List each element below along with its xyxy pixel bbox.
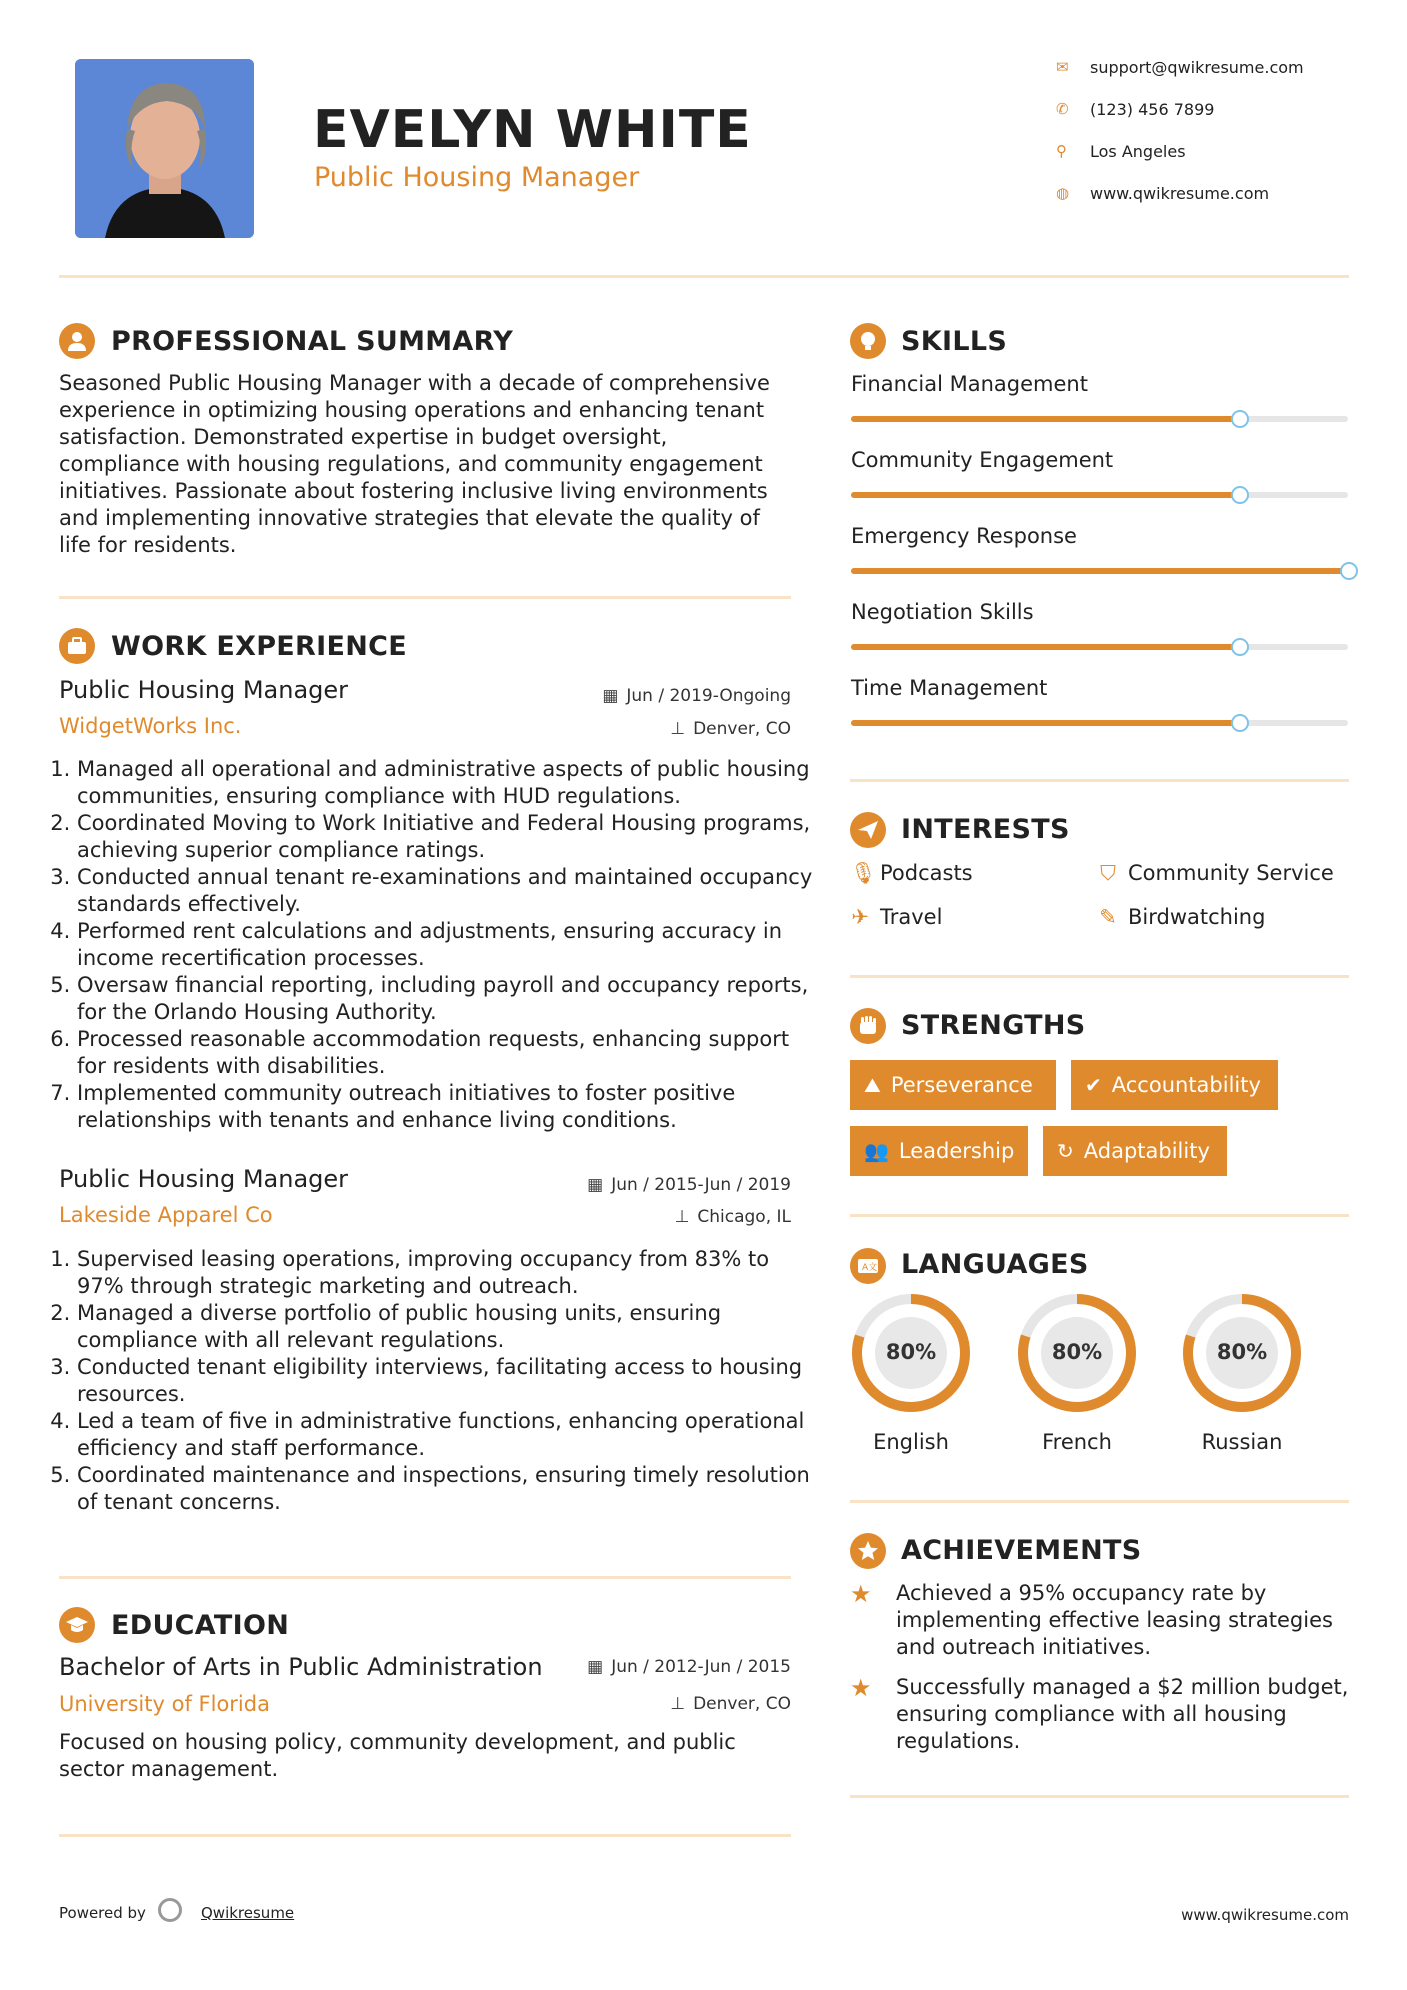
skill-bar: [851, 492, 1348, 498]
job-dates: ▦ Jun / 2015-Jun / 2019: [587, 1175, 791, 1195]
skill-level-knob: [1231, 410, 1249, 428]
interest-travel: ✈ Travel: [851, 905, 943, 929]
map-pin-icon: ⚲: [1056, 142, 1067, 160]
pin-icon: ⊥: [670, 1694, 686, 1714]
list-item: 7. Implemented community outreach initiatives to foster positive relationships with tenants and enhance living conditions.: [77, 1080, 817, 1134]
person-photo-icon: [75, 59, 254, 238]
language-percent: 80%: [885, 1340, 937, 1364]
strength-badge: ↻ Adaptability: [1043, 1126, 1227, 1176]
user-icon: [59, 323, 95, 359]
language-name: Russian: [1201, 1430, 1283, 1454]
calendar-icon: ▦: [602, 686, 619, 706]
envelope-icon: ✉: [1056, 58, 1069, 76]
job-company: WidgetWorks Inc.: [59, 714, 242, 738]
skill-name: Emergency Response: [851, 524, 1077, 548]
skill-name: Negotiation Skills: [851, 600, 1034, 624]
job-location: ⊥ Denver, CO: [670, 719, 791, 739]
contact-email[interactable]: ✉ support@qwikresume.com: [1056, 58, 1304, 77]
list-item: 3. Conducted annual tenant re-examinations and maintained occupancy standards effectively.: [77, 864, 817, 918]
job-title: Public Housing Manager: [59, 1165, 349, 1193]
svg-text:A文: A文: [862, 1263, 878, 1273]
fist-icon: [850, 1008, 886, 1044]
experience-heading: WORK EXPERIENCE: [111, 631, 407, 662]
language-name: English: [873, 1430, 949, 1454]
education-divider: [59, 1834, 791, 1837]
skill-level-knob: [1231, 638, 1249, 656]
achievement-item: Achieved a 95% occupancy rate by implementing effective leasing strategies and outreach initiatives.: [896, 1581, 1333, 1659]
languages-heading: LANGUAGES: [901, 1249, 1089, 1280]
powered-by-label: Powered by: [59, 1904, 146, 1922]
skill-level-knob: [1231, 486, 1249, 504]
interest-podcasts: 🎙 Podcasts: [850, 861, 973, 885]
skill-bar: [851, 644, 1348, 650]
list-item: 1. Managed all operational and administrative aspects of public housing communities, ensuring compliance with HUD regulations.: [77, 756, 817, 810]
list-item: 2. Coordinated Moving to Work Initiative and Federal Housing programs, achieving superior compliance ratings.: [77, 810, 817, 864]
list-item: 5. Oversaw financial reporting, including payroll and occupancy reports, for the Orlando Housing Authority.: [77, 972, 817, 1026]
summary-text: Seasoned Public Housing Manager with a decade of comprehensive experience in optimizing housing operations and enhancing tenant satisfaction. Demonstrated expertise in budget oversight, compliance with housing regulations, and community engagement initiatives. Passionate about fostering inclusive living environments and implementing innovative strategies that elevate the quality of life for residents.: [59, 371, 770, 557]
skill-bar: [851, 416, 1348, 422]
qwikresume-logo-icon: [158, 1898, 182, 1922]
school-name: University of Florida: [59, 1692, 270, 1716]
list-item: 5. Coordinated maintenance and inspections, ensuring timely resolution of tenant concerns.: [77, 1462, 817, 1516]
contact-phone[interactable]: ✆ (123) 456 7899: [1056, 100, 1215, 119]
skill-bar: [851, 568, 1348, 574]
skill-bar-fill: [851, 720, 1239, 726]
education-location: ⊥ Denver, CO: [670, 1694, 791, 1714]
education-dates: ▦ Jun / 2012-Jun / 2015: [587, 1657, 791, 1677]
language-percent: 80%: [1051, 1340, 1103, 1364]
footer-website[interactable]: www.qwikresume.com: [1181, 1906, 1349, 1924]
list-item: 1. Supervised leasing operations, improving occupancy from 83% to 97% through strategic marketing and outreach.: [77, 1246, 817, 1300]
education-description: Focused on housing policy, community development, and public sector management.: [59, 1730, 736, 1781]
achievements-heading: ACHIEVEMENTS: [901, 1535, 1142, 1566]
contact-website[interactable]: ◍ www.qwikresume.com: [1056, 184, 1270, 203]
job-duties-list: [59, 1246, 817, 1516]
pin-icon: ⊥: [670, 719, 686, 739]
edit-icon: ✎: [1099, 905, 1117, 929]
achievements-divider: [850, 1795, 1349, 1798]
star-icon: ★: [850, 1580, 872, 1608]
microphone-icon: 🎙: [850, 861, 877, 885]
experience-divider: [59, 1576, 791, 1579]
skill-level-knob: [1231, 714, 1249, 732]
degree-title: Bachelor of Arts in Public Administration: [59, 1653, 543, 1681]
job-title: Public Housing Manager: [59, 676, 349, 704]
skill-bar-fill: [851, 416, 1239, 422]
job-duties-list: [59, 756, 817, 1134]
job-location: ⊥ Chicago, IL: [674, 1207, 791, 1227]
achievement-item: Successfully managed a $2 million budget, ensuring compliance with all housing regulations.: [896, 1675, 1349, 1753]
language-icon: [850, 1248, 886, 1284]
list-item: 4. Performed rent calculations and adjustments, ensuring accuracy in income recertification processes.: [77, 918, 817, 972]
summary-heading: PROFESSIONAL SUMMARY: [111, 326, 514, 357]
skill-name: Time Management: [851, 676, 1048, 700]
header-divider: [59, 275, 1349, 278]
interests-divider: [850, 975, 1349, 978]
skills-heading: SKILLS: [901, 326, 1008, 357]
skill-name: Community Engagement: [851, 448, 1114, 472]
strength-badge: ✔ Accountability: [1071, 1060, 1278, 1110]
candidate-name: EVELYN WHITE: [313, 100, 752, 160]
language-name: French: [1042, 1430, 1112, 1454]
candidate-title: Public Housing Manager: [314, 162, 640, 193]
education-heading: EDUCATION: [111, 1610, 290, 1641]
language-percent: 80%: [1216, 1340, 1268, 1364]
lightbulb-icon: [850, 323, 886, 359]
road-icon: ⛰: [864, 1073, 881, 1097]
list-item: 4. Led a team of five in administrative functions, enhancing operational efficiency and staff performance.: [77, 1408, 817, 1462]
summary-divider: [59, 596, 791, 599]
skill-bar-fill: [851, 644, 1239, 650]
strength-badge: 👥 Leadership: [850, 1126, 1028, 1176]
brand-link[interactable]: Qwikresume: [201, 1904, 295, 1922]
contact-location: ⚲ Los Angeles: [1056, 142, 1186, 161]
job-dates: ▦ Jun / 2019-Ongoing: [602, 686, 791, 706]
star-badge-icon: [850, 1533, 886, 1569]
languages-divider: [850, 1500, 1349, 1503]
refresh-icon: ↻: [1057, 1139, 1074, 1163]
skill-bar: [851, 720, 1348, 726]
phone-icon: ✆: [1056, 100, 1069, 118]
skill-name: Financial Management: [851, 372, 1088, 396]
skill-bar-fill: [851, 492, 1239, 498]
graduation-icon: [59, 1607, 95, 1643]
briefcase-icon: [59, 628, 95, 664]
profile-photo: [75, 59, 254, 238]
skill-bar-fill: [851, 568, 1348, 574]
shield-icon: ⛉: [1100, 861, 1116, 885]
strength-badge: ⛰ Perseverance: [850, 1060, 1056, 1110]
list-item: 3. Conducted tenant eligibility interviews, facilitating access to housing resources.: [77, 1354, 817, 1408]
strengths-heading: STRENGTHS: [901, 1010, 1086, 1041]
star-icon: ★: [850, 1674, 872, 1702]
paper-plane-icon: [850, 812, 886, 848]
interest-birdwatching: ✎ Birdwatching: [1099, 905, 1266, 929]
check-circle-icon: ✔: [1085, 1073, 1102, 1097]
pin-icon: ⊥: [674, 1207, 690, 1227]
users-icon: 👥: [864, 1139, 889, 1163]
job-company: Lakeside Apparel Co: [59, 1203, 273, 1227]
strengths-divider: [850, 1214, 1349, 1217]
calendar-icon: ▦: [587, 1657, 604, 1677]
list-item: 6. Processed reasonable accommodation requests, enhancing support for residents with disabilities.: [77, 1026, 817, 1080]
interests-heading: INTERESTS: [901, 814, 1070, 845]
calendar-icon: ▦: [587, 1175, 604, 1195]
plane-icon: ✈: [851, 905, 869, 929]
globe-icon: ◍: [1056, 184, 1070, 202]
interest-community-service: ⛉ Community Service: [1098, 861, 1334, 886]
list-item: 2. Managed a diverse portfolio of public housing units, ensuring compliance with all relevant regulations.: [77, 1300, 817, 1354]
skills-divider: [850, 779, 1349, 782]
skill-level-knob: [1340, 562, 1358, 580]
